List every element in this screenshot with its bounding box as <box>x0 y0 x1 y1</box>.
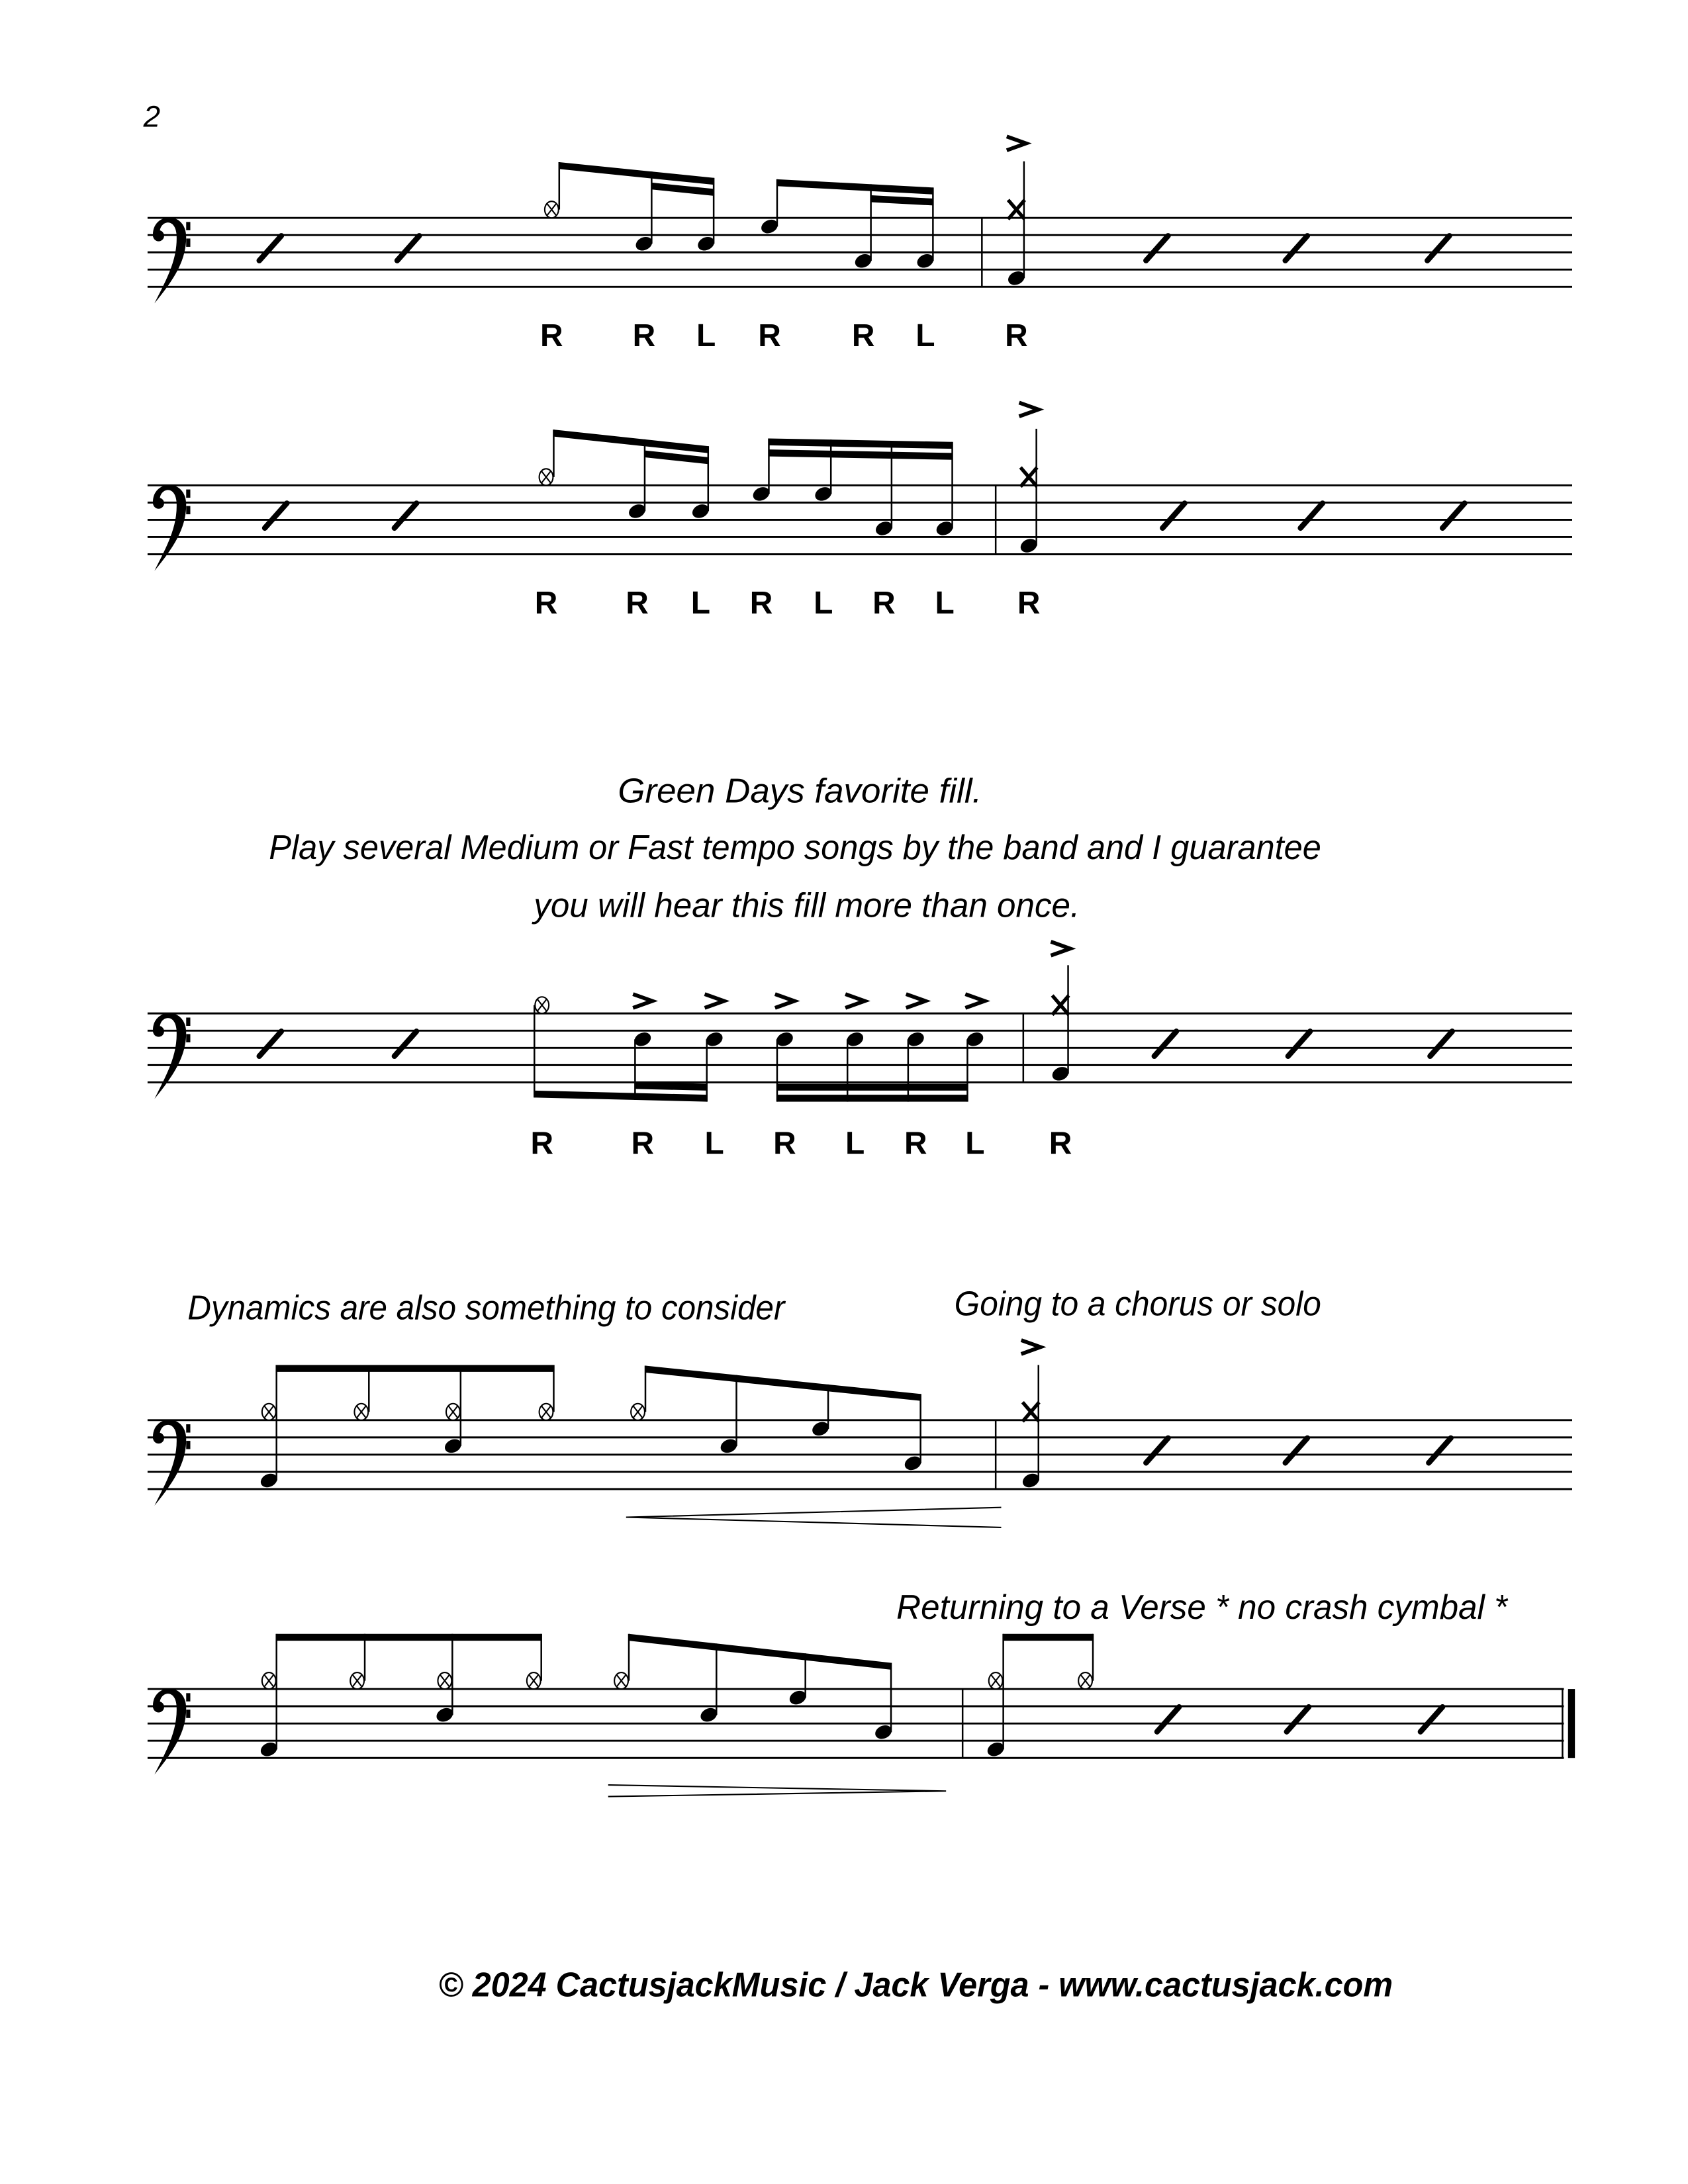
hihat-notehead-icon <box>535 997 549 1013</box>
sticking-letter: R <box>758 318 781 353</box>
slash-rhythm <box>259 236 281 261</box>
sticking-letter: R <box>872 586 896 621</box>
fill-title: Green Days favorite fill. <box>618 772 982 811</box>
sticking-letter: R <box>1005 318 1028 353</box>
sticking-letter: L <box>935 586 955 621</box>
sticking-letter: L <box>814 586 833 621</box>
hihat-notehead-icon <box>545 201 559 218</box>
beam <box>534 1091 706 1102</box>
bass-clef-dot <box>186 1441 190 1449</box>
final-barline-thick <box>1568 1689 1575 1758</box>
accent-icon <box>965 994 984 1008</box>
sticking-letter: R <box>904 1126 927 1161</box>
sticking-letter: L <box>690 586 710 621</box>
beam <box>277 1365 554 1372</box>
slash-rhythm <box>395 503 416 528</box>
accent-icon <box>633 994 652 1008</box>
bass-clef-dot <box>153 1026 164 1037</box>
accent-icon <box>1021 1340 1041 1354</box>
sticking-letter: L <box>915 318 935 353</box>
slash-rhythm <box>397 236 419 261</box>
hihat-notehead-icon <box>262 1672 276 1689</box>
slash-rhythm <box>1288 1031 1310 1056</box>
sticking-letter: R <box>1049 1126 1072 1161</box>
bass-clef-dot <box>186 490 190 498</box>
slash-rhythm <box>1162 503 1184 528</box>
hihat-notehead-icon <box>350 1672 364 1689</box>
chorus-annotation: Going to a chorus or solo <box>954 1285 1321 1324</box>
accent-icon <box>1007 136 1026 150</box>
bass-clef-dot <box>186 1018 190 1026</box>
beam <box>553 430 708 453</box>
bass-clef-dot <box>186 1424 190 1433</box>
hihat-notehead-icon <box>354 1404 368 1420</box>
accent-icon <box>845 994 865 1008</box>
beam <box>559 162 714 185</box>
staff <box>148 485 1572 571</box>
hihat-notehead-icon <box>1078 1672 1092 1689</box>
slash-rhythm <box>1157 1707 1179 1732</box>
slash-rhythm <box>1287 1707 1309 1732</box>
sticking-letter: R <box>851 318 875 353</box>
beam <box>277 1634 541 1641</box>
staff <box>148 1420 1572 1506</box>
bass-clef-dot <box>153 1702 164 1713</box>
sticking-letter: R <box>530 1126 554 1161</box>
sticking-letter: R <box>1017 586 1041 621</box>
slash-rhythm <box>1286 1438 1307 1463</box>
accent-icon <box>775 994 794 1008</box>
hihat-notehead-icon <box>438 1672 451 1689</box>
beam <box>769 449 952 460</box>
crash-notehead-icon <box>1023 1402 1039 1422</box>
hihat-notehead-icon <box>262 1404 276 1420</box>
beam <box>1004 1634 1093 1641</box>
staff <box>148 1689 1564 1775</box>
page-number: 2 <box>143 99 161 134</box>
sticking-letter: L <box>845 1126 865 1161</box>
crash-notehead-icon <box>1053 995 1069 1015</box>
slash-rhythm <box>1427 236 1449 261</box>
beam <box>651 183 714 196</box>
crescendo-hairpin-icon <box>626 1508 1002 1527</box>
bass-clef-dot <box>186 238 190 247</box>
accent-icon <box>1051 942 1070 956</box>
slash-rhythm <box>1421 1707 1442 1732</box>
slash-rhythm <box>1146 236 1168 261</box>
bass-clef-dot <box>186 1034 190 1043</box>
copyright-footer: © 2024 CactusjackMusic / Jack Verga - www.cactusjack.com <box>438 1966 1393 2005</box>
hihat-notehead-icon <box>446 1404 460 1420</box>
hihat-notehead-icon <box>539 469 553 485</box>
sticking-letter: R <box>626 586 649 621</box>
crash-notehead-icon <box>1008 200 1025 219</box>
accent-icon <box>906 994 925 1008</box>
notation <box>148 136 1575 1796</box>
beam <box>645 1366 921 1401</box>
decrescendo-hairpin-icon <box>608 1785 946 1797</box>
hihat-notehead-icon <box>614 1672 628 1689</box>
slash-rhythm <box>395 1031 416 1056</box>
slash-rhythm <box>1301 503 1323 528</box>
slash-rhythm <box>259 1031 281 1056</box>
accent-icon <box>1019 402 1039 416</box>
slash-rhythm <box>1146 1438 1168 1463</box>
slash-rhythm <box>1430 1031 1452 1056</box>
accent-icon <box>705 994 724 1008</box>
hihat-notehead-icon <box>527 1672 541 1689</box>
bass-clef-dot <box>186 1709 190 1718</box>
crash-notehead-icon <box>1021 467 1037 486</box>
bass-clef-dot <box>186 1693 190 1702</box>
slash-rhythm <box>1154 1031 1176 1056</box>
sticking-letter: R <box>631 1126 655 1161</box>
verse-annotation: Returning to a Verse * no crash cymbal * <box>896 1588 1509 1627</box>
sticking-letter: R <box>773 1126 796 1161</box>
sticking-letter: R <box>749 586 773 621</box>
hihat-notehead-icon <box>539 1404 553 1420</box>
slash-rhythm <box>1442 503 1464 528</box>
fill-description-line: Play several Medium or Fast tempo songs by the band and I guarantee <box>269 828 1321 867</box>
sticking-letter: R <box>534 586 558 621</box>
hihat-notehead-icon <box>989 1672 1003 1689</box>
slash-rhythm <box>265 503 287 528</box>
sticking-letter: R <box>540 318 563 353</box>
bass-clef-dot <box>153 230 164 242</box>
bass-clef-dot <box>186 222 190 230</box>
sticking-letter: L <box>704 1126 724 1161</box>
beam <box>629 1634 891 1670</box>
beam <box>871 195 933 205</box>
sticking-letter: L <box>696 318 716 353</box>
sticking-letter: R <box>632 318 656 353</box>
slash-rhythm <box>1286 236 1307 261</box>
beam <box>645 451 708 465</box>
bass-clef-dot <box>153 498 164 509</box>
beam <box>777 179 933 195</box>
hihat-notehead-icon <box>631 1404 645 1420</box>
bass-clef-dot <box>186 506 190 515</box>
bass-clef-dot <box>153 1433 164 1444</box>
sticking-letter: L <box>965 1126 985 1161</box>
slash-rhythm <box>1429 1438 1450 1463</box>
beam <box>777 1095 968 1101</box>
dynamics-annotation: Dynamics are also something to consider <box>187 1289 786 1328</box>
fill-description-line: you will hear this fill more than once. <box>532 886 1080 925</box>
beam <box>777 1084 968 1091</box>
beam <box>769 439 952 449</box>
